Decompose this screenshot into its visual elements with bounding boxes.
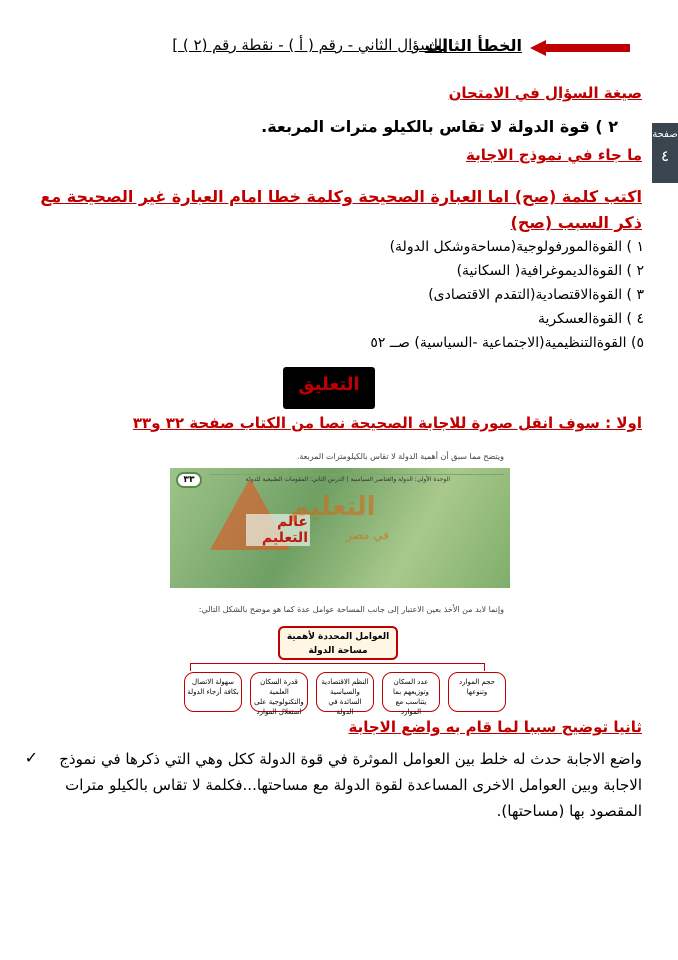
exam-heading: صيغة السؤال في الامتحان bbox=[448, 84, 642, 102]
model-answer-heading: ما جاء في نموذج الاجابة bbox=[465, 146, 642, 164]
second-point-heading: ثانيا توضيح سببا لما قام به واضع الاجابة bbox=[348, 718, 642, 736]
book-page-number: ٣٣ bbox=[176, 472, 202, 488]
list-item: ٣ ) القوةالاقتصادية(التقدم الاقتصادى) bbox=[428, 287, 644, 303]
page-tab-number: ٤ bbox=[660, 147, 670, 165]
book-top-line: ويتضح مما سبق أن أهمية الدولة لا تقاس بالكيلومترات المربعة. bbox=[296, 452, 504, 461]
list-item: ٤ ) القوةالعسكرية bbox=[538, 311, 644, 327]
commentary-label-box bbox=[283, 367, 375, 409]
first-point-heading: اولا : سوف انقل صورة للاجابة الصحيحة نصا من الكتاب صفحة ٣٢ و٣٣ bbox=[132, 414, 642, 432]
watermark-text: التعليم bbox=[290, 492, 376, 522]
textbook-excerpt bbox=[170, 440, 510, 720]
list-item: ٢ ) القوةالديموغرافية( السكانية) bbox=[456, 263, 644, 279]
diagram-connector bbox=[190, 663, 485, 671]
diagram-box: النظم الاقتصادية والسياسية السائدة في الدولة bbox=[316, 672, 374, 712]
instruction-text: اكتب كلمة (صح) اما العبارة الصحيحة وكلمة خطا امام العبارة غير الصحيحة مع ذكر السبب (صح) bbox=[40, 187, 642, 232]
left-arrow-icon bbox=[530, 40, 630, 56]
diagram-box: قدرة السكان العلمية والتكنولوجية على استغلال الموارد bbox=[250, 672, 308, 712]
diagram-title: العوامل المحددة لأهمية مساحة الدولة bbox=[278, 626, 398, 660]
check-icon: ✓ bbox=[24, 748, 38, 767]
question-text: ٢ ) قوة الدولة لا تقاس بالكيلو مترات المربعة. bbox=[261, 117, 618, 136]
diagram-box: عدد السكان وتوزيعهم بما يتناسب مع الموارد bbox=[382, 672, 440, 712]
header-title: الخطأ الثالث bbox=[424, 36, 522, 55]
watermark-text: عالم التعليم bbox=[246, 514, 310, 546]
commentary-label: التعليق bbox=[298, 374, 360, 395]
diagram-box: حجم الموارد وتنوعها bbox=[448, 672, 506, 712]
book-header-text: الوحدة الأولى: الدولة والعناصر السياسية | الدرس الثاني: المقومات الطبيعية للدولة bbox=[245, 476, 450, 483]
book-photo bbox=[170, 468, 510, 588]
watermark-text: في مصر bbox=[346, 528, 390, 542]
answer-list bbox=[370, 235, 644, 355]
header-subtitle: [السؤال الثاني - رقم ( أ ) - نقطة رقم (٢ ) ] bbox=[172, 36, 448, 54]
list-item: ٥) القوةالتنظيمية(الاجتماعية -السياسية) صــ ٥٢ bbox=[370, 335, 644, 351]
list-item: ١ ) القوةالمورفولوجية(مساحةوشكل الدولة) bbox=[389, 239, 644, 255]
page-tab bbox=[652, 123, 678, 183]
diagram-box: سهولة الاتصال بكافة أرجاء الدولة bbox=[184, 672, 242, 712]
book-lower-line: وإنما لابد من الأخذ بعين الاعتبار إلى جانب المساحة عوامل عدة كما هو موضح بالشكل التالي: bbox=[198, 605, 504, 614]
explanation-text: واضع الاجابة حدث له خلط بين العوامل الموثرة في قوة الدولة ككل وهي التي ذكرها في نموذج الاجابة وبين العوامل الاخرى المساعدة لقوة الدولة مع مساحتها...فكلمة لا تقاس بالكيلو مترات المقصود بها (مساحتها). bbox=[59, 750, 642, 820]
page-header bbox=[118, 36, 630, 60]
page-tab-label: صفحة bbox=[652, 129, 678, 140]
